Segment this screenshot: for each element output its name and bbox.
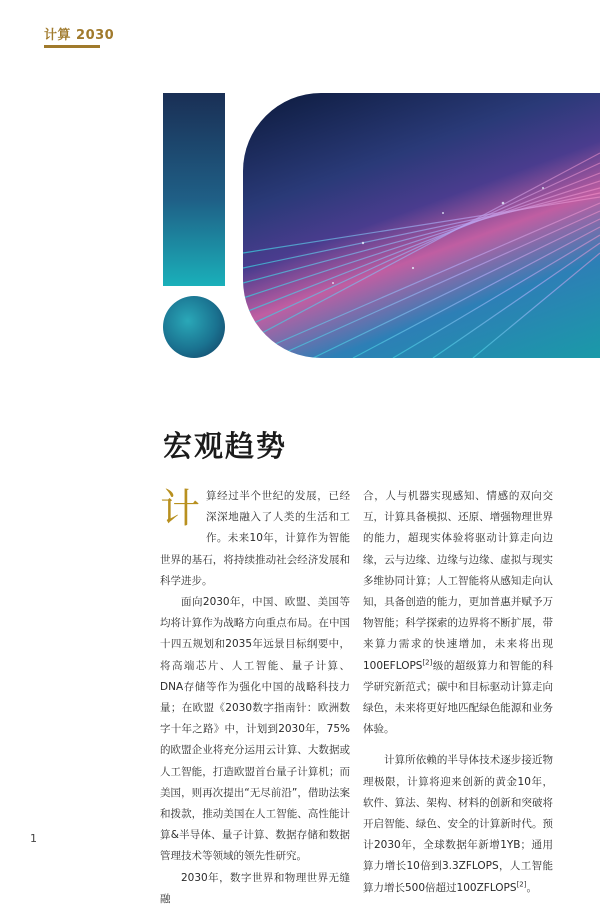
drop-cap: 计 [160, 486, 200, 532]
exclamation-bar-graphic [163, 93, 225, 286]
paragraph-text: 。 [526, 881, 537, 894]
paragraph-text: 面向2030年，中国、欧盟、美国等均将计算作为战略方向重点布局。在中国十四五规划和2035年远景目标纲要中，将高端芯片、人工智能、量子计算、DNA存储等作为强化中国的战略科技力量；在欧盟《2030数字指南针：欧洲数字十年之路》中，计划到2030年，75%的欧盟企业将充分运用云计算、大数据或人工智能，打造欧盟首台量子计算机；而美国，则再次提出“无尽前沿”，借助法案和拨款，推动美国在人工智能、高性能计算&半导体、量子计算、数据存储和数据管理技术等领域的领先性研究。 [160, 596, 350, 863]
light-streaks-svg [243, 93, 600, 358]
page-number: 1 [30, 832, 37, 845]
paragraph-text: 级的超级算力和智能的科学研究新范式；碳中和目标驱动计算走向绿色，未来将更好地匹配绿色能源和业务体验。 [363, 659, 553, 736]
paragraph [160, 592, 350, 868]
paragraph-text: 合，人与机器实现感知、情感的双向交互，计算具备模拟、还原、增强物理世界的能力，超现实体验将驱动计算走向边缘，云与边缘、边缘与边缘、虚拟与现实多维协同计算；人工智能将从感知走向认知，具备创造的能力，更加普惠并赋予万物智能；科学探索的边界将不断扩展，带来算力需求的快速增加，未来将出现100EFLOPS [363, 490, 553, 672]
intro-paragraph [160, 486, 350, 592]
paragraph-text: 计算所依赖的半导体技术逐步接近物理极限，计算将迎来创新的黄金10年，软件、算法、架构、材料的创新和突破将开启智能、绿色、安全的计算新时代。预计2030年，全球数据年新增1YB；通用算力增长10倍到3.3ZFLOPS，人工智能算力增长500倍超过100ZFLOPS [363, 754, 553, 894]
exclamation-dot-graphic [163, 296, 225, 358]
paragraph [160, 868, 350, 910]
left-text-column [160, 486, 350, 910]
citation-ref: [2] [422, 658, 433, 667]
right-text-column [363, 486, 553, 899]
paragraph-text: 2030年，数字世界和物理世界无缝融 [160, 871, 350, 905]
page-title: 宏观趋势 [163, 429, 288, 463]
citation-ref: [2] [516, 880, 527, 889]
hero-light-streaks-image [243, 93, 600, 358]
section-header: 计算 2030 [44, 28, 115, 43]
paragraph [363, 486, 553, 740]
header-underline [44, 45, 100, 48]
paragraph-text: 算经过半个世纪的发展，已经深深地融入了人类的生活和工作。未来10年，计算作为智能世界的基石，将持续推动社会经济发展和科学进步。 [160, 490, 350, 587]
